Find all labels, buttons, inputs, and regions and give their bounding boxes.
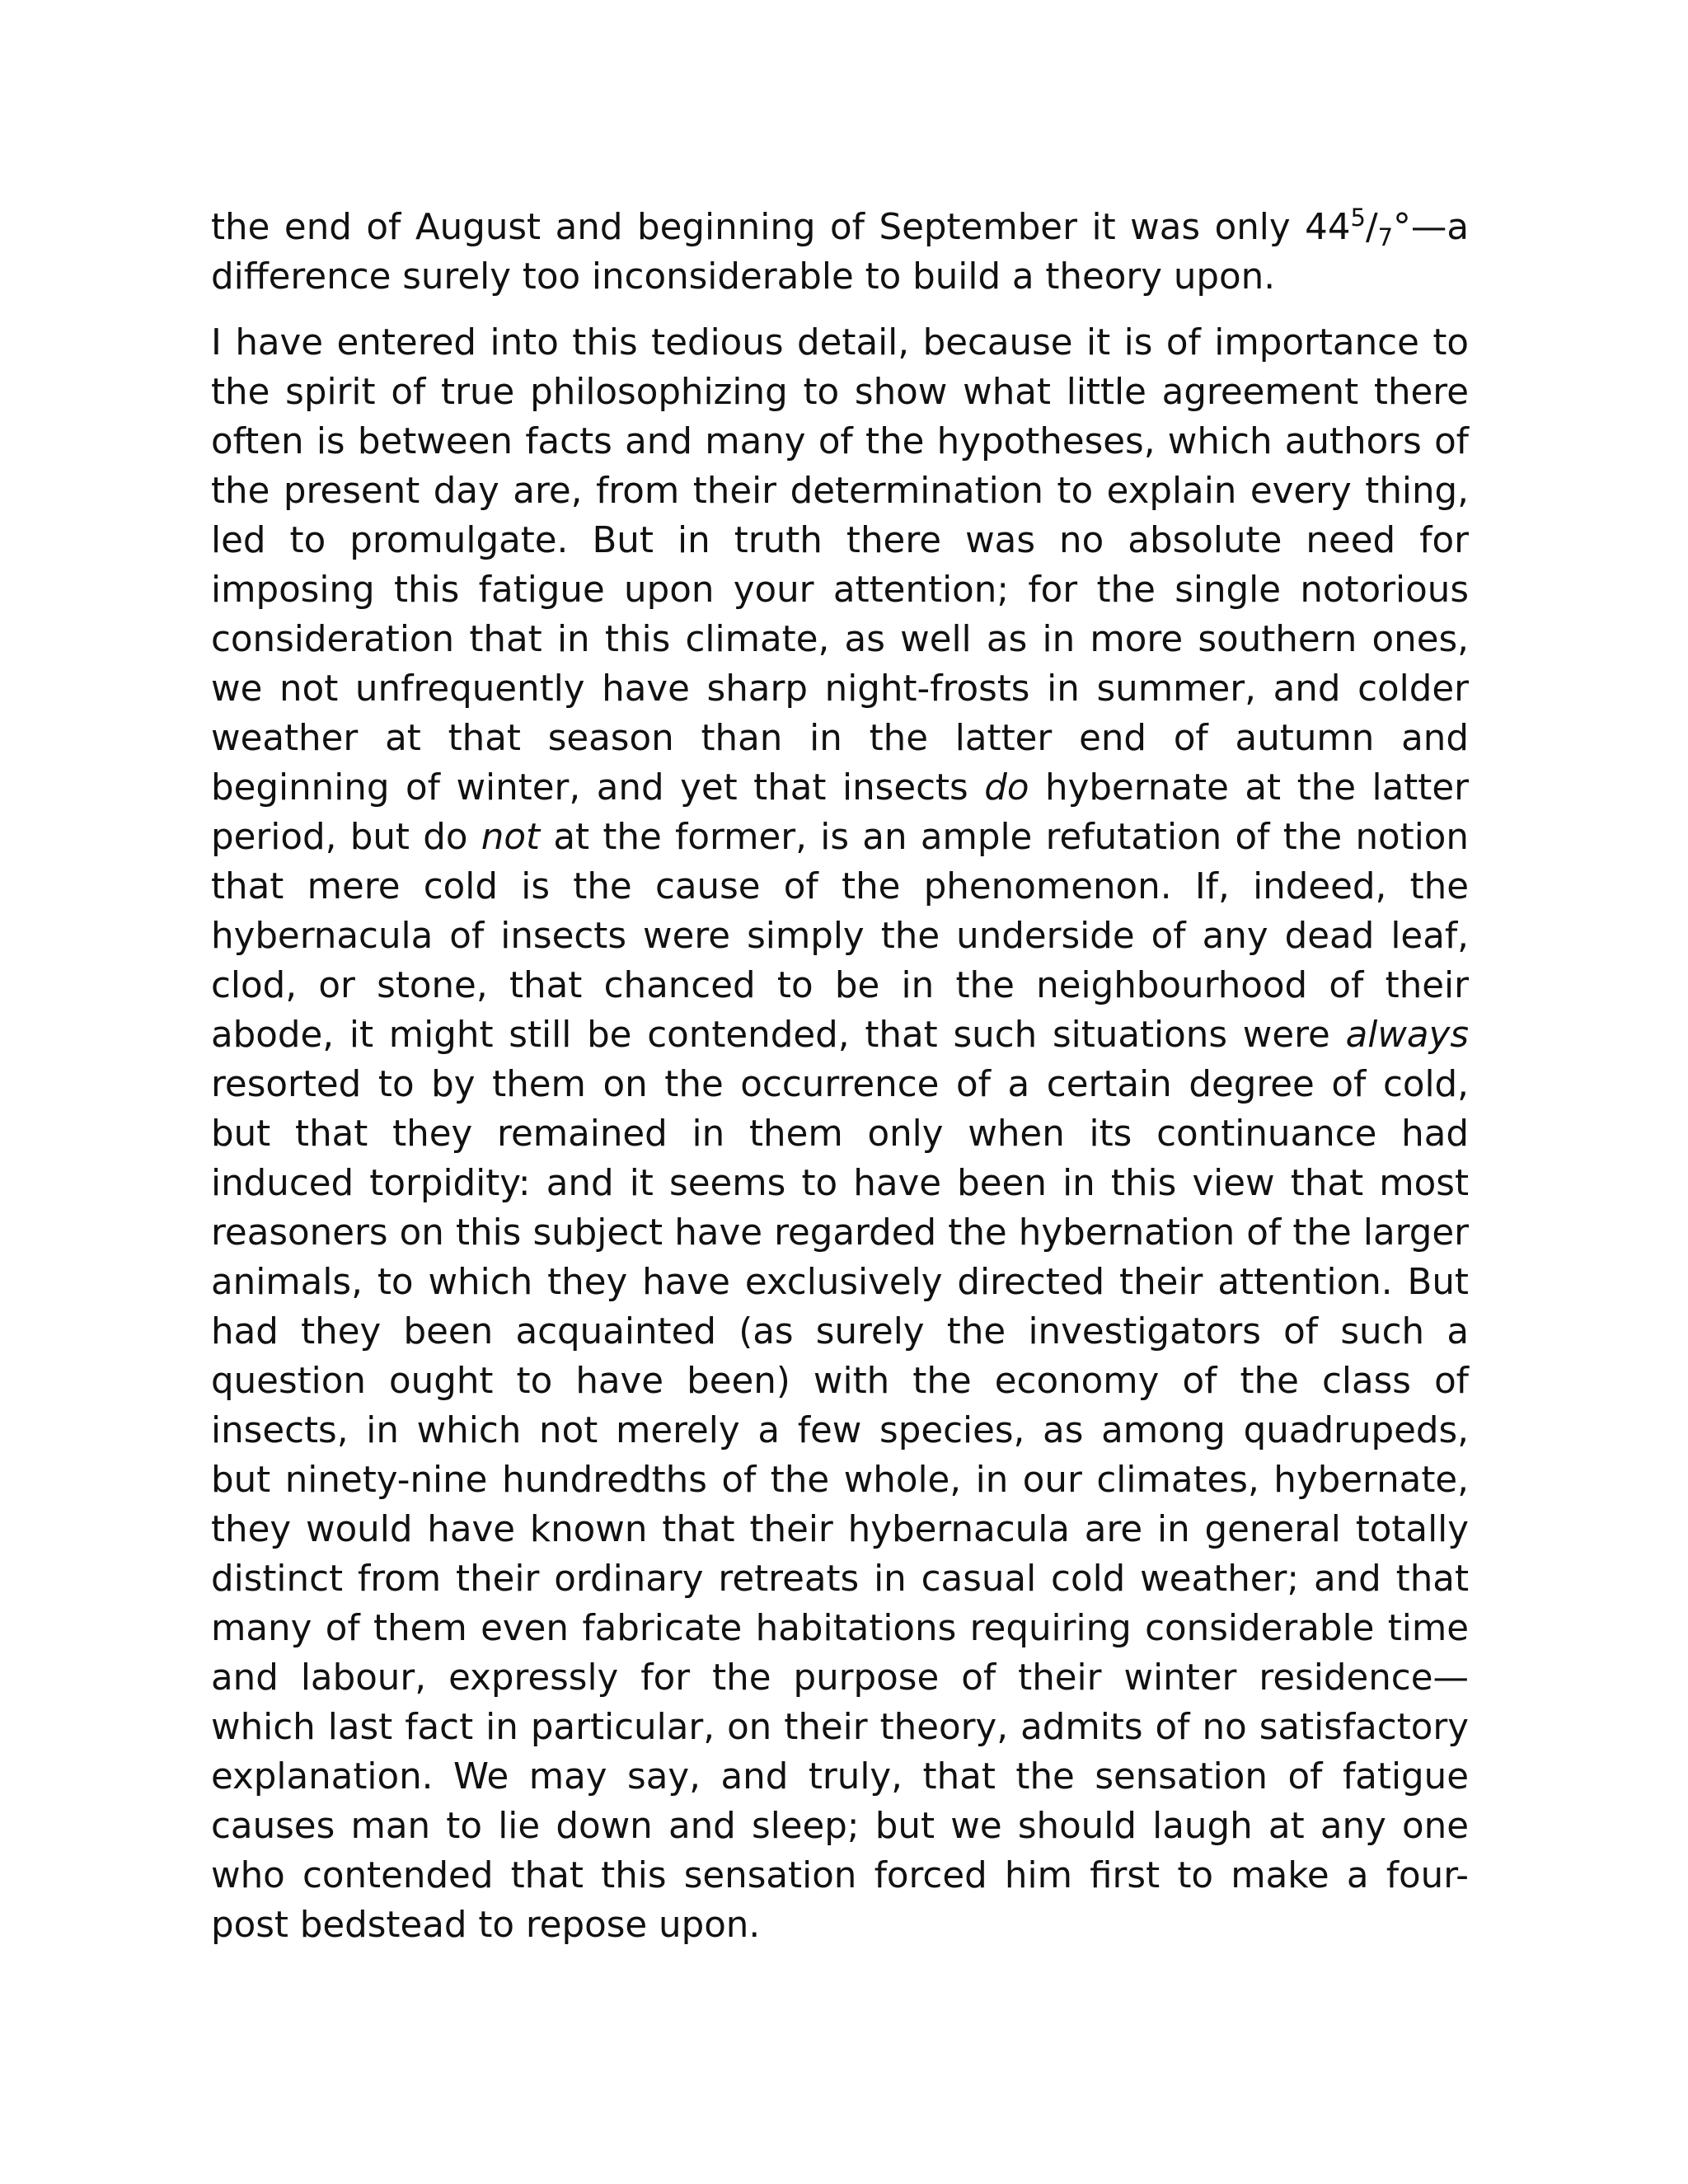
document-page bbox=[211, 203, 1469, 1970]
paragraph-1-text-after: °—a difference surely too inconsiderable to build a theory upon. bbox=[211, 207, 1469, 298]
fraction-slash: / bbox=[1365, 207, 1378, 248]
emphasis-not: not bbox=[481, 817, 541, 858]
paragraph-2-segment-4: resorted to by them on the occurrence of a certain degree of cold, but that they remained in them only when its continuance had induced torpidity: and it seems to have been in this view that most reasoners on this subject have regarded the hybernation of the larger animals, to which they have exclusively directed their attention. But had they been acquainted (as surely the investigators of such a question ought to have been) with the economy of the class of insects, in which not merely a few species, as among quadrupeds, but ninety-nine hundredths of the whole, in our climates, hybernate, they would have known that their hybernacula are in general totally distinct from their ordinary retreats in casual cold weather; and that many of them even fabricate habitations requiring considerable time and labour, expressly for the purpose of their winter residence—which last fact in particular, on their theory, admits of no satisfactory explanation. We may say, and truly, that the sensation of fatigue causes man to lie down and sleep; but we should laugh at any one who contended that this sensation forced him first to make a four-post bedstead to repose upon. bbox=[211, 1064, 1469, 1946]
paragraph-2-segment-2: hybernate at the latter period, but do bbox=[211, 767, 1470, 858]
paragraph-2-segment-3: at the former, is an ample refutation of the notion that mere cold is the cause of the phenomenon. If, indeed, the hybernacula of insects were simply the underside of any dead leaf, clod, or stone, that chanced to be in the neighbourhood of their abode, it might still be contended, that such situations were bbox=[211, 817, 1469, 1056]
paragraph-2 bbox=[211, 318, 1469, 1950]
paragraph-1-text-before: the end of August and beginning of September it was only 44 bbox=[211, 207, 1351, 248]
fraction-numerator: 5 bbox=[1350, 204, 1366, 232]
paragraph-2-segment-1: I have entered into this tedious detail, because it is of importance to the spirit of true philosophizing to show what little agreement there often is between facts and many of the hypotheses, which authors of the present day are, from their determination to explain every thing, led to promulgate. But in truth there was no absolute need for imposing this fatigue upon your attention; for the single notorious consideration that in this climate, as well as in more southern ones, we not unfrequently have sharp night-frosts in summer, and colder weather at that season than in the latter end of autumn and beginning of winter, and yet that insects bbox=[211, 322, 1469, 808]
paragraph-1 bbox=[211, 203, 1469, 302]
emphasis-do: do bbox=[984, 767, 1029, 808]
fraction-denominator: 7 bbox=[1377, 223, 1394, 251]
emphasis-always: always bbox=[1345, 1015, 1469, 1056]
